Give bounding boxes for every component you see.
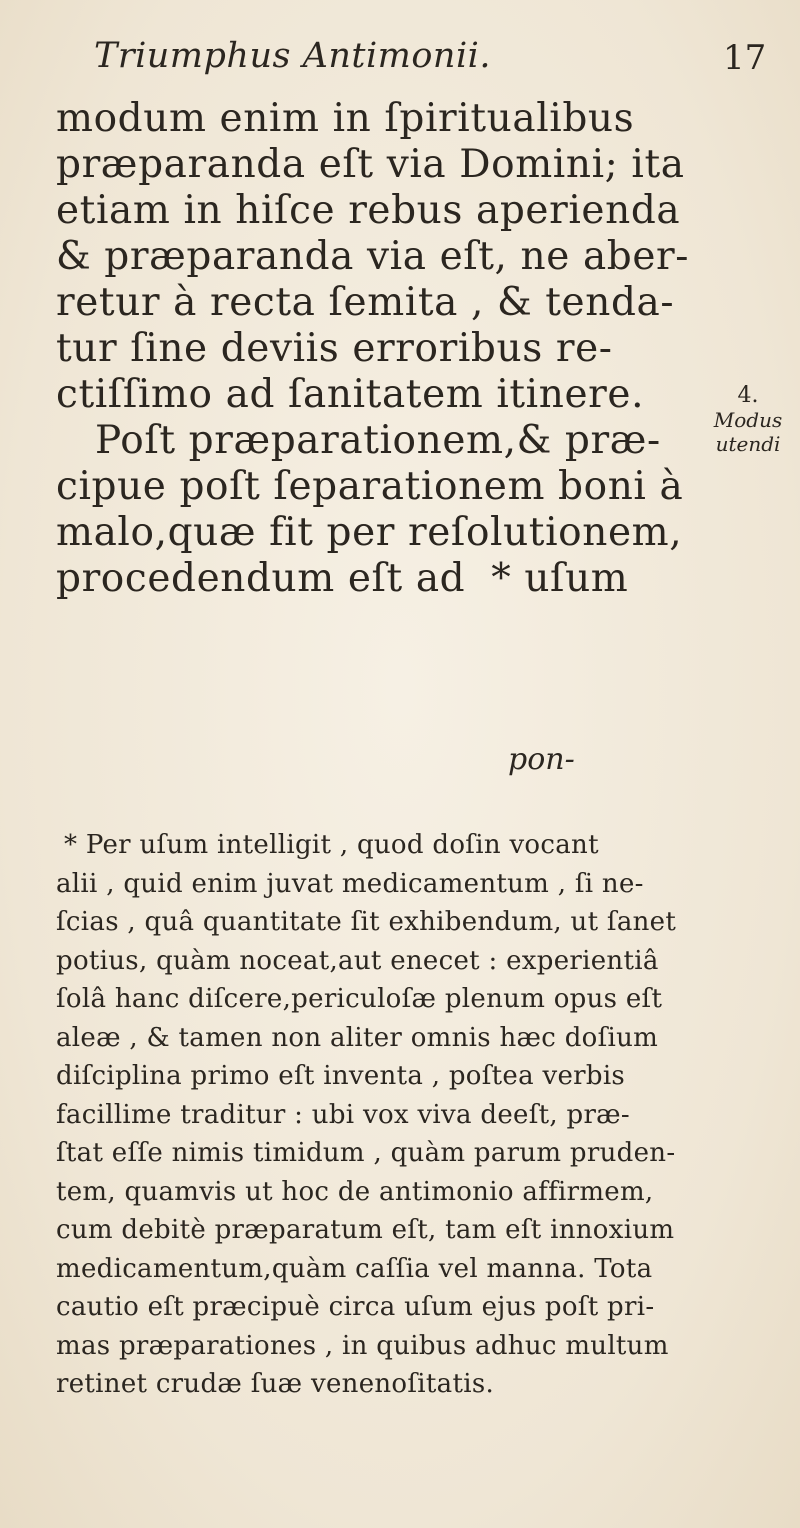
- page-number: 17: [723, 38, 767, 78]
- footnote-line: cum debitè præparatum eſt, tam eſt innoxium: [56, 1215, 675, 1245]
- main-text-line: retur à recta ſemita , & tenda-: [56, 280, 675, 325]
- footnote-line: potius, quàm noceat,aut enecet : experientiâ: [56, 945, 659, 976]
- footnote-line: medicamentum,quàm caſſia vel manna. Tota: [56, 1253, 653, 1284]
- main-text-block: [56, 96, 716, 602]
- running-title: Triumphus Antimonii.: [94, 36, 491, 76]
- marginal-note-line: utendi: [715, 432, 781, 456]
- footnote-line: ſcias , quâ quantitate ſit exhibendum, ut ſanet: [56, 907, 677, 937]
- footnote-line: retinet crudæ ſuæ venenoſitatis.: [56, 1369, 495, 1399]
- main-text-line: etiam in hiſce rebus aperienda: [56, 188, 681, 233]
- footnote-line: diſciplina primo eſt inventa , poſtea verbis: [56, 1061, 626, 1091]
- footnote-line: ſolâ hanc diſcere,periculoſæ plenum opus eſt: [56, 984, 663, 1014]
- marginal-note-number: 4.: [737, 383, 759, 408]
- footnote-line: ſtat eſſe nimis timidum , quàm parum pruden-: [56, 1138, 676, 1168]
- footnote-block: [56, 826, 786, 1404]
- main-text-line: modum enim in ſpiritualibus: [56, 96, 635, 141]
- footnote-line: mas præparationes , in quibus adhuc multum: [56, 1330, 669, 1361]
- marginal-note-line: Modus: [713, 408, 783, 432]
- main-text-line: tur ſine deviis erroribus re-: [56, 326, 613, 371]
- footnote-line: * Per uſum intelligit , quod doſin vocant: [64, 830, 599, 860]
- main-text-line: ctiſſimo ad ſanitatem itinere.: [56, 372, 645, 417]
- main-text-line: Poſt præparationem,& præ-: [56, 418, 661, 463]
- footnote-line: tem, quamvis ut hoc de antimonio affirmem,: [56, 1176, 654, 1207]
- main-text-line: præparanda eſt via Domini; ita: [56, 142, 685, 187]
- main-text-line: & præparanda via eſt, ne aber-: [56, 234, 690, 279]
- main-text-line: cipue poſt ſeparationem boni à: [56, 464, 684, 509]
- main-text-line: malo,quæ fit per reſolutionem,: [56, 510, 683, 555]
- catchword: pon-: [508, 742, 575, 777]
- footnote-line: alii , quid enim juvat medicamentum , ſi ne-: [56, 868, 644, 899]
- main-text-line: procedendum eſt ad * uſum: [56, 556, 629, 601]
- marginal-note: [700, 384, 796, 456]
- footnote-line: cautio eſt præcipuè circa uſum ejus poſt pri-: [56, 1292, 655, 1322]
- page-header: [0, 36, 800, 96]
- footnote-line: aleæ , & tamen non aliter omnis hæc doſium: [56, 1022, 659, 1053]
- footnote-line: facillime traditur : ubi vox viva deeſt, præ-: [56, 1099, 631, 1130]
